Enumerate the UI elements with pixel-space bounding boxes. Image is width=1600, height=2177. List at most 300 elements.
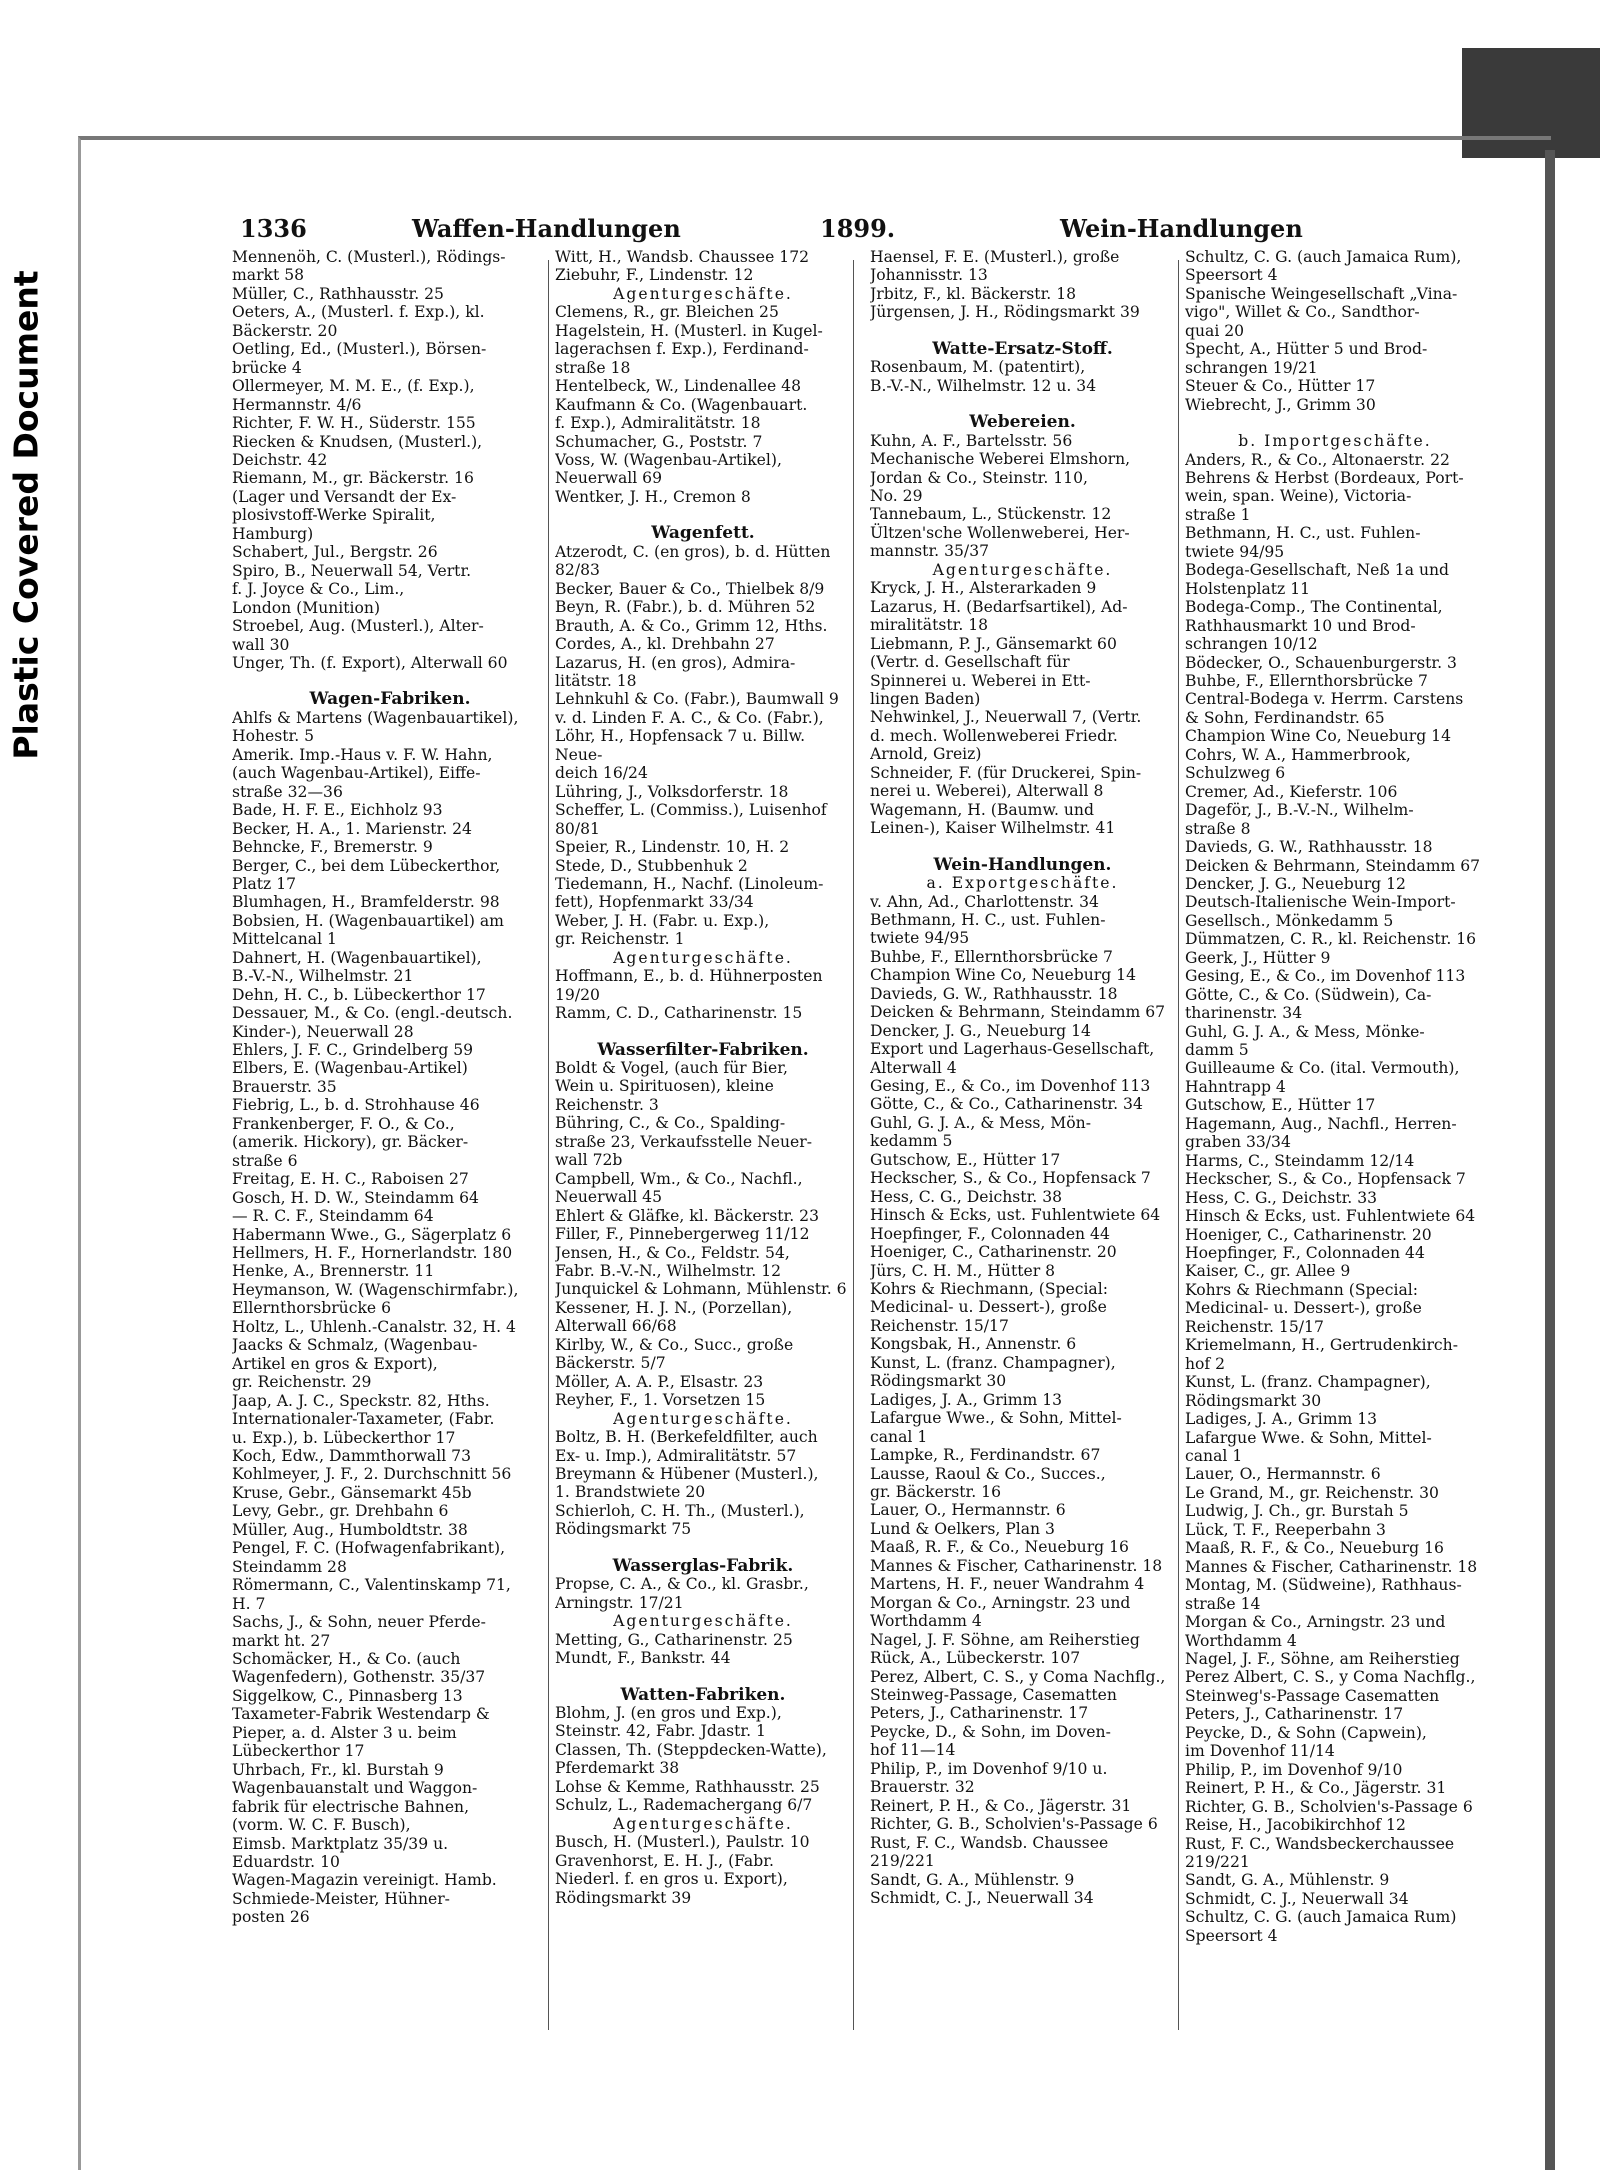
- entry-line: Neue-: [555, 745, 603, 764]
- entry-line: Ex- u. Imp.), Admiralitätstr. 57: [555, 1446, 797, 1465]
- entry-line: Geerk, J., Hütter 9: [1185, 948, 1331, 967]
- entry-line: Dageför, J., B.-V.-N., Wilhelm-: [1185, 801, 1414, 820]
- section-heading: Wein-Handlungen.: [933, 854, 1112, 875]
- section-heading: Wagen-Fabriken.: [309, 689, 471, 710]
- entry-line: Mundt, F., Bankstr. 44: [555, 1649, 731, 1668]
- entry-line: Mechanische Weberei Elmshorn,: [870, 450, 1131, 469]
- entry-line: Schumacher, G., Poststr. 7: [555, 432, 763, 451]
- entry-line: Steinstr. 42, Fabr. Jdastr. 1: [555, 1722, 766, 1741]
- entry-line: Rathhausmarkt 10 und Brod-: [1185, 616, 1416, 635]
- entry-line: Elbers, E. (Wagenbau-Artikel): [232, 1059, 468, 1078]
- entry-line: Siggelkow, C., Pinnasberg 13: [232, 1686, 463, 1705]
- entry-line: Medicinal- u. Dessert-), große: [1185, 1299, 1422, 1318]
- entry-line: Wentker, J. H., Cremon 8: [555, 487, 751, 506]
- entry-line: Peters, J., Catharinenstr. 17: [870, 1704, 1089, 1723]
- entry-line: schrangen 19/21: [1185, 358, 1318, 377]
- subsection-heading: Agenturgeschäfte.: [613, 1814, 793, 1833]
- entry-line: Lohse & Kemme, Rathhausstr. 25: [555, 1777, 820, 1796]
- entry-line: Eduardstr. 10: [232, 1852, 340, 1871]
- entry-line: Hinsch & Ecks, ust. Fuhlentwiete 64: [1185, 1207, 1476, 1226]
- entry-line: Becker, Bauer & Co., Thielbek 8/9: [555, 579, 825, 598]
- entry-line: Heckscher, S., & Co., Hopfensack 7: [1185, 1170, 1466, 1189]
- entry-line: Fabr. B.-V.-N., Wilhelmstr. 12: [555, 1262, 782, 1281]
- entry-line: gr. Reichenstr. 29: [232, 1373, 372, 1392]
- entry-line: lingen Baden): [870, 689, 981, 708]
- entry-line: Deicken & Behrmann, Steindamm 67: [870, 1003, 1166, 1022]
- entry-line: canal 1: [870, 1427, 928, 1446]
- entry-line: Schmidt, C. J., Neuerwall 34: [870, 1888, 1094, 1907]
- entry-line: Ellernthorsbrücke 6: [232, 1299, 392, 1318]
- entry-line: damm 5: [1185, 1041, 1249, 1060]
- entry-line: vigo", Willet & Co., Sandthor-: [1185, 303, 1420, 322]
- entry-line: Rödingsmarkt 75: [555, 1520, 692, 1539]
- entry-line: Gesellsch., Mönkedamm 5: [1185, 911, 1394, 930]
- entry-line: Berger, C., bei dem Lübeckerthor,: [232, 856, 501, 875]
- entry-line: Kinder-), Neuerwall 28: [232, 1022, 414, 1041]
- entry-line: Harms, C., Steindamm 12/14: [1185, 1151, 1415, 1170]
- entry-line: (auch Wagenbau-Artikel), Eiffe-: [232, 764, 481, 783]
- entry-line: Holtz, L., Uhlenh.-Canalstr. 32, H. 4: [232, 1317, 516, 1336]
- entry-line: Ziebuhr, F., Lindenstr. 12: [555, 266, 754, 285]
- spacer: [870, 838, 1175, 856]
- entry-line: Haensel, F. E. (Musterl.), große: [870, 248, 1120, 266]
- entry-line: Steinweg-Passage, Casematten: [870, 1685, 1117, 1704]
- entry-line: Hohestr. 5: [232, 727, 315, 746]
- entry-line: Philip, P., im Dovenhof 9/10: [1185, 1760, 1403, 1779]
- entry-line: Kuhn, A. F., Bartelsstr. 56: [870, 431, 1073, 450]
- entry-line: Lausse, Raoul & Co., Succes.,: [870, 1464, 1106, 1483]
- entry-line: Ladiges, J. A., Grimm 13: [870, 1390, 1063, 1409]
- entry-line: Pieper, a. d. Alster 3 u. beim: [232, 1723, 457, 1742]
- entry-line: plosivstoff-Werke Spiralit,: [232, 506, 436, 525]
- left-running-title: Waffen-Handlungen: [412, 214, 681, 243]
- entry-line: Export und Lagerhaus-Gesellschaft,: [870, 1040, 1155, 1059]
- entry-line: mannstr. 35/37: [870, 542, 990, 561]
- entry-line: Neuerwall 69: [555, 469, 663, 488]
- entry-line: Steindamm 28: [232, 1557, 347, 1576]
- entry-line: Tannebaum, L., Stückenstr. 12: [870, 505, 1112, 524]
- entry-line: Hoeniger, C., Catharinenstr. 20: [1185, 1225, 1432, 1244]
- entry-line: Riemann, M., gr. Bäckerstr. 16: [232, 469, 474, 488]
- entry-line: Voss, W. (Wagenbau-Artikel),: [555, 450, 782, 469]
- entry-line: Neuerwall 45: [555, 1188, 663, 1207]
- spacer: [555, 1668, 851, 1686]
- entry-line: twiete 94/95: [1185, 542, 1285, 561]
- entry-line: Filler, F., Pinnebergerweg 11/12: [555, 1225, 810, 1244]
- entry-line: Deutsch-Italienische Wein-Import-: [1185, 893, 1456, 912]
- entry-line: Wein u. Spirituosen), kleine: [555, 1077, 774, 1096]
- entry-line: Dencker, J. G., Neueburg 14: [870, 1021, 1091, 1040]
- entry-line: Sachs, J., & Sohn, neuer Pferde-: [232, 1613, 486, 1632]
- entry-line: Heymanson, W. (Wagenschirmfabr.),: [232, 1280, 519, 1299]
- entry-line: Ramm, C. D., Catharinenstr. 15: [555, 1004, 803, 1023]
- entry-line: Dümmatzen, C. R., kl. Reichenstr. 16: [1185, 930, 1477, 949]
- entry-line: wall 30: [232, 635, 290, 654]
- entry-line: Buhbe, F., Ellernthorsbrücke 7: [870, 947, 1113, 966]
- entry-line: Kongsbak, H., Annenstr. 6: [870, 1335, 1077, 1354]
- entry-line: Hahntrapp 4: [1185, 1077, 1286, 1096]
- entry-line: Le Grand, M., gr. Reichenstr. 30: [1185, 1483, 1439, 1502]
- column-3: [870, 248, 1175, 2038]
- entry-line: Worthdamm 4: [1185, 1631, 1297, 1650]
- entry-line: Rust, F. C., Wandsb. Chaussee: [870, 1833, 1109, 1852]
- entry-line: Worthdamm 4: [870, 1612, 982, 1631]
- entry-line: Stede, D., Stubbenhuk 2: [555, 856, 748, 875]
- entry-line: Lazarus, H. (en gros), Admira-: [555, 653, 796, 672]
- entry-line: Dencker, J. G., Neueburg 12: [1185, 874, 1406, 893]
- entry-line: Blumhagen, H., Bramfelderstr. 98: [232, 893, 500, 912]
- entry-line: Müller, C., Rathhausstr. 25: [232, 284, 444, 303]
- entry-line: Kunst, L. (franz. Champagner),: [870, 1353, 1116, 1372]
- entry-line: Alterwall 66/68: [555, 1317, 677, 1336]
- entry-line: Spinnerei u. Weberei in Ett-: [870, 671, 1091, 690]
- entry-line: Guhl, G. J. A., & Mess, Mön-: [870, 1113, 1091, 1132]
- entry-line: straße 14: [1185, 1594, 1261, 1613]
- entry-line: twiete 94/95: [870, 929, 970, 948]
- entry-line: Bobsien, H. (Wagenbauartikel) am: [232, 911, 504, 930]
- entry-line: Unger, Th. (f. Export), Alterwall 60: [232, 653, 508, 672]
- entry-line: Peycke, D., & Sohn (Capwein),: [1185, 1723, 1427, 1742]
- entry-line: lagerachsen f. Exp.), Ferdinand-: [555, 340, 809, 359]
- entry-line: Henke, A., Brennerstr. 11: [232, 1262, 435, 1281]
- entry-line: Tiedemann, H., Nachf. (Linoleum-: [555, 874, 824, 893]
- subsection-heading: Agenturgeschäfte.: [932, 560, 1113, 579]
- entry-line: Blohm, J. (en gros und Exp.),: [555, 1703, 782, 1722]
- entry-line: Wagemann, H. (Baumw. und: [870, 800, 1094, 819]
- entry-line: Heckscher, S., & Co., Hopfensack 7: [870, 1169, 1151, 1188]
- entry-line: Ahlfs & Martens (Wagenbauartikel),: [232, 708, 519, 727]
- column-rule: [548, 260, 549, 2030]
- entry-line: Lampke, R., Ferdinandstr. 67: [870, 1446, 1101, 1465]
- entry-line: B.-V.-N., Wilhelmstr. 12 u. 34: [870, 376, 1097, 395]
- entry-line: Morgan & Co., Arningstr. 23 und: [870, 1593, 1131, 1612]
- entry-line: Bade, H. F. E., Eichholz 93: [232, 801, 443, 820]
- entry-line: Lück, T. F., Reeperbahn 3: [1185, 1520, 1386, 1539]
- entry-line: Champion Wine Co, Neueburg 14: [1185, 727, 1452, 746]
- entry-line: Jaacks & Schmalz, (Wagenbau-: [232, 1336, 478, 1355]
- entry-line: Montag, M. (Südweine), Rathhaus-: [1185, 1576, 1462, 1595]
- entry-line: Rust, F. C., Wandsbeckerchaussee: [1185, 1834, 1455, 1853]
- entry-line: Hess, C. G., Deichstr. 33: [1185, 1188, 1378, 1207]
- entry-line: & Sohn, Ferdinandstr. 65: [1185, 708, 1385, 727]
- entry-line: Stroebel, Aug. (Musterl.), Alter-: [232, 617, 484, 636]
- entry-line: Hoffmann, E., b. d. Hühnerposten: [555, 967, 823, 986]
- entry-line: Steinweg's-Passage Casematten: [1185, 1686, 1440, 1705]
- entry-line: Cremer, Ad., Kieferstr. 106: [1185, 782, 1398, 801]
- entry-line: straße 23, Verkaufsstelle Neuer-: [555, 1132, 812, 1151]
- entry-line: u. Exp.), b. Lübeckerthor 17: [232, 1428, 456, 1447]
- entry-line: Davieds, G. W., Rathhausstr. 18: [1185, 838, 1433, 857]
- entry-line: B.-V.-N., Wilhelmstr. 21: [232, 967, 414, 986]
- entry-line: Gutschow, E., Hütter 17: [1185, 1096, 1376, 1115]
- entry-line: Weber, J. H. (Fabr. u. Exp.),: [555, 911, 770, 930]
- entry-line: H. 7: [232, 1594, 266, 1613]
- entry-line: Pferdemarkt 38: [555, 1759, 680, 1778]
- entry-line: Schultz, C. G. (auch Jamaica Rum),: [1185, 248, 1462, 266]
- entry-line: (Vertr. d. Gesellschaft für: [870, 653, 1070, 672]
- entry-line: Nehwinkel, J., Neuerwall 7, (Vertr.: [870, 708, 1142, 727]
- entry-line: Möller, A. A. P., Elsastr. 23: [555, 1372, 764, 1391]
- entry-line: Scheffer, L. (Commiss.), Luisenhof: [555, 801, 827, 820]
- entry-line: markt ht. 27: [232, 1631, 331, 1650]
- subsection-heading: Agenturgeschäfte.: [613, 1409, 793, 1428]
- entry-line: kedamm 5: [870, 1132, 953, 1151]
- entry-line: Hess, C. G., Deichstr. 38: [870, 1187, 1063, 1206]
- entry-line: Hoepfinger, F., Colonnaden 44: [870, 1224, 1110, 1243]
- entry-line: Gesing, E., & Co., im Dovenhof 113: [870, 1077, 1151, 1096]
- entry-line: Ültzen'sche Wollenweberei, Her-: [870, 523, 1130, 542]
- entry-line: quai 20: [1185, 321, 1245, 340]
- entry-line: Brauerstr. 35: [232, 1077, 337, 1096]
- entry-line: Lund & Oelkers, Plan 3: [870, 1519, 1055, 1538]
- entry-line: Breymann & Hübener (Musterl.),: [555, 1465, 819, 1483]
- entry-line: Classen, Th. (Steppdecken-Watte),: [555, 1740, 827, 1759]
- entry-line: Wagenfedern), Gothenstr. 35/37: [232, 1668, 486, 1687]
- spacer: [555, 1023, 851, 1041]
- entry-line: Mannes & Fischer, Catharinenstr. 18: [870, 1556, 1163, 1575]
- subsection-heading: Agenturgeschäfte.: [613, 948, 793, 967]
- entry-line: Hoepfinger, F., Colonnaden 44: [1185, 1244, 1425, 1263]
- entry-line: Bühring, C., & Co., Spalding-: [555, 1114, 786, 1133]
- entry-line: Müller, Aug., Humboldtstr. 38: [232, 1520, 468, 1539]
- entry-line: Becker, H. A., 1. Marienstr. 24: [232, 819, 472, 838]
- entry-line: Kaiser, C., gr. Allee 9: [1185, 1262, 1351, 1281]
- entry-line: Hagemann, Aug., Nachfl., Herren-: [1185, 1114, 1457, 1133]
- entry-line: Lazarus, H. (Bedarfsartikel), Ad-: [870, 597, 1128, 616]
- entry-line: im Dovenhof 11/14: [1185, 1742, 1335, 1761]
- entry-line: Koch, Edw., Dammthorwall 73: [232, 1447, 471, 1465]
- entry-line: Artikel en gros & Export),: [232, 1354, 438, 1373]
- section-heading: Watten-Fabriken.: [620, 1684, 786, 1705]
- entry-line: Schmiede-Meister, Hühner-: [232, 1889, 450, 1908]
- entry-line: Hellmers, H. F., Hornerlandstr. 180: [232, 1244, 513, 1263]
- entry-line: Bethmann, H. C., ust. Fuhlen-: [1185, 524, 1421, 543]
- entry-line: wall 72b: [555, 1151, 623, 1170]
- subsection-heading: Agenturgeschäfte.: [613, 284, 793, 303]
- entry-line: Wagen-Magazin vereinigt. Hamb.: [232, 1871, 497, 1890]
- entry-line: London (Munition): [232, 598, 381, 617]
- entry-line: Hoeniger, C., Catharinenstr. 20: [870, 1243, 1117, 1262]
- column-rule: [1178, 260, 1179, 2030]
- entry-line: fett), Hopfenmarkt 33/34: [555, 893, 754, 912]
- entry-line: Jensen, H., & Co., Feldstr. 54,: [555, 1243, 790, 1262]
- entry-line: f. Exp.), Admiralitätstr. 18: [555, 414, 761, 433]
- entry-line: Guhl, G. J. A., & Mess, Mönke-: [1185, 1022, 1425, 1041]
- entry-line: Peters, J., Catharinenstr. 17: [1185, 1705, 1404, 1724]
- entry-line: Schulz, L., Rademachergang 6/7: [555, 1796, 813, 1815]
- section-heading: Webereien.: [969, 412, 1076, 433]
- entry-line: Arnold, Greiz): [870, 745, 982, 764]
- entry-line: Bäckerstr. 5/7: [555, 1354, 666, 1373]
- entry-line: Davieds, G. W., Rathhausstr. 18: [870, 984, 1118, 1003]
- entry-line: Schultz, C. G. (auch Jamaica Rum): [1185, 1908, 1457, 1927]
- entry-line: Richter, G. B., Scholvien's-Passage 6: [870, 1815, 1158, 1834]
- entry-line: Ollermeyer, M. M. E., (f. Exp.),: [232, 377, 475, 396]
- entry-line: Reinert, P. H., & Co., Jägerstr. 31: [1185, 1779, 1447, 1798]
- entry-line: hof 2: [1185, 1354, 1226, 1373]
- entry-line: Kruse, Gebr., Gänsemarkt 45b: [232, 1483, 472, 1502]
- entry-line: straße 18: [555, 358, 631, 377]
- entry-line: Hinsch & Ecks, ust. Fuhlentwiete 64: [870, 1206, 1161, 1225]
- entry-line: Reichenstr. 15/17: [870, 1316, 1009, 1335]
- entry-line: Behrens & Herbst (Bordeaux, Port-: [1185, 468, 1464, 487]
- entry-line: Hamburg): [232, 524, 314, 543]
- entry-line: Oeters, A., (Musterl. f. Exp.), kl.: [232, 303, 485, 322]
- entry-line: straße 1: [1185, 505, 1251, 524]
- entry-line: Kunst, L. (franz. Champagner),: [1185, 1373, 1431, 1392]
- entry-line: Campbell, Wm., & Co., Nachfl.,: [555, 1169, 803, 1188]
- entry-line: Freitag, E. H. C., Raboisen 27: [232, 1170, 469, 1189]
- entry-line: 82/83: [555, 561, 600, 580]
- entry-line: Taxameter-Fabrik Westendarp &: [232, 1705, 490, 1724]
- entry-line: Atzerodt, C. (en gros), b. d. Hütten: [555, 542, 831, 561]
- entry-line: Speier, R., Lindenstr. 10, H. 2: [555, 838, 790, 857]
- entry-line: Lafargue Wwe. & Sohn, Mittel-: [1185, 1428, 1432, 1447]
- entry-line: Kohlmeyer, J. F., 2. Durchschnitt 56: [232, 1465, 512, 1484]
- entry-line: Niederl. f. en gros u. Export),: [555, 1870, 788, 1889]
- entry-line: Guilleaume & Co. (ital. Vermouth),: [1185, 1059, 1460, 1078]
- entry-line: straße 6: [232, 1151, 298, 1170]
- entry-line: Sandt, G. A., Mühlenstr. 9: [1185, 1871, 1390, 1890]
- entry-line: Gosch, H. D. W., Steindamm 64: [232, 1188, 479, 1207]
- entry-line: Boltz, B. H. (Berkefeldfilter, auch: [555, 1428, 818, 1447]
- entry-line: Martens, H. F., neuer Wandrahm 4: [870, 1575, 1145, 1594]
- entry-line: Ludwig, J. Ch., gr. Burstah 5: [1185, 1502, 1409, 1521]
- entry-line: Löhr, H., Hopfensack 7 u. Billw.: [555, 727, 806, 746]
- entry-line: (vorm. W. C. F. Busch),: [232, 1816, 411, 1835]
- subsection-heading: b. Importgeschäfte.: [1238, 432, 1432, 451]
- entry-line: Brauth, A. & Co., Grimm 12, Hths.: [555, 616, 828, 635]
- entry-line: Reise, H., Jacobikirchhof 12: [1185, 1816, 1406, 1835]
- entry-line: f. J. Joyce & Co., Lim.,: [232, 580, 405, 599]
- entry-line: Levy, Gebr., gr. Drehbahn 6: [232, 1502, 449, 1521]
- entry-line: Ehlert & Gläfke, kl. Bäckerstr. 23: [555, 1206, 819, 1225]
- entry-line: straße 8: [1185, 819, 1251, 838]
- entry-line: Eimsb. Marktplatz 35/39 u.: [232, 1834, 449, 1853]
- entry-line: Spiro, B., Neuerwall 54, Vertr.: [232, 561, 472, 580]
- entry-line: Jaap, A. J. C., Speckstr. 82, Hths.: [232, 1391, 490, 1410]
- entry-line: Specht, A., Hütter 5 und Brod-: [1185, 340, 1428, 359]
- entry-line: Cordes, A., kl. Drehbahn 27: [555, 635, 775, 654]
- entry-line: 219/221: [870, 1852, 935, 1871]
- entry-line: Anders, R., & Co., Altonaerstr. 22: [1185, 450, 1450, 469]
- entry-line: Clemens, R., gr. Bleichen 25: [555, 303, 779, 322]
- entry-line: Kirlby, W., & Co., Succ., große: [555, 1335, 794, 1354]
- column-rule: [853, 260, 854, 2030]
- entry-line: Amerik. Imp.-Haus v. F. W. Hahn,: [232, 745, 493, 764]
- entry-line: Bäckerstr. 20: [232, 321, 338, 340]
- entry-line: No. 29: [870, 486, 923, 505]
- entry-line: Schomäcker, H., & Co. (auch: [232, 1649, 461, 1668]
- entry-line: wein, span. Weine), Victoria-: [1185, 487, 1412, 506]
- entry-line: Bethmann, H. C., ust. Fuhlen-: [870, 910, 1106, 929]
- entry-line: Speersort 4: [1185, 266, 1278, 285]
- entry-line: 80/81: [555, 819, 600, 838]
- entry-line: Schneider, F. (für Druckerei, Spin-: [870, 763, 1142, 782]
- entry-line: Jürgensen, J. H., Rödingsmarkt 39: [870, 303, 1140, 322]
- entry-line: Speersort 4: [1185, 1926, 1278, 1945]
- entry-line: Wiebrecht, J., Grimm 30: [1185, 395, 1376, 414]
- entry-line: Holstenplatz 11: [1185, 579, 1311, 598]
- entry-line: schrangen 10/12: [1185, 635, 1318, 654]
- entry-line: 219/221: [1185, 1852, 1250, 1871]
- entry-line: Perez Albert, C. S., y Coma Nachflg.,: [1185, 1668, 1476, 1687]
- entry-line: Peycke, D., & Sohn, im Doven-: [870, 1722, 1111, 1741]
- side-label-text: Plastic Covered Document: [6, 270, 46, 760]
- entry-line: v. d. Linden F. A. C., & Co. (Fabr.),: [555, 708, 824, 727]
- entry-line: Steuer & Co., Hütter 17: [1185, 377, 1376, 396]
- entry-line: gr. Bäckerstr. 16: [870, 1483, 1002, 1501]
- entry-line: Gesing, E., & Co., im Dovenhof 113: [1185, 967, 1466, 986]
- entry-line: Bodega-Gesellschaft, Neß 1a und: [1185, 561, 1450, 580]
- entry-line: Ladiges, J. A., Grimm 13: [1185, 1410, 1378, 1429]
- entry-line: Riecken & Knudsen, (Musterl.),: [232, 432, 483, 451]
- entry-line: Maaß, R. F., & Co., Neueburg 16: [1185, 1539, 1444, 1558]
- entry-line: Hentelbeck, W., Lindenallee 48: [555, 377, 801, 396]
- right-running-title: Wein-Handlungen: [1060, 214, 1303, 243]
- spacer: [870, 395, 1175, 413]
- entry-line: Frankenberger, F. O., & Co.,: [232, 1114, 455, 1133]
- entry-line: litätstr. 18: [555, 671, 637, 690]
- entry-line: Metting, G., Catharinenstr. 25: [555, 1630, 793, 1649]
- entry-line: miralitätstr. 18: [870, 616, 989, 635]
- entry-line: Bodega-Comp., The Continental,: [1185, 598, 1443, 617]
- entry-line: Nagel, J. F. Söhne, am Reiherstieg: [870, 1630, 1140, 1649]
- entry-line: Schierloh, C. H. Th., (Musterl.),: [555, 1501, 805, 1520]
- entry-line: Wagenbauanstalt und Waggon-: [232, 1779, 478, 1798]
- entry-line: nerei u. Weberei), Alterwall 8: [870, 782, 1104, 801]
- entry-line: Arningstr. 17/21: [555, 1593, 684, 1612]
- entry-line: Götte, C., & Co., Catharinenstr. 34: [870, 1095, 1143, 1114]
- entry-line: Lehnkuhl & Co. (Fabr.), Baumwall 9: [555, 690, 839, 709]
- entry-line: Fiebrig, L., b. d. Strohhause 46: [232, 1096, 480, 1115]
- entry-line: Jordan & Co., Steinstr. 110,: [870, 468, 1088, 487]
- entry-line: Platz 17: [232, 874, 297, 893]
- section-heading: Wasserfilter-Fabriken.: [597, 1039, 809, 1060]
- side-label: [4, 250, 48, 780]
- entry-line: gr. Reichenstr. 1: [555, 930, 685, 949]
- entry-line: Hermannstr. 4/6: [232, 395, 362, 414]
- entry-line: hof 11—14: [870, 1741, 956, 1760]
- entry-line: Schulzweg 6: [1185, 764, 1286, 783]
- entry-line: Lauer, O., Hermannstr. 6: [1185, 1465, 1381, 1484]
- spacer: [232, 672, 548, 690]
- entry-line: Lafargue Wwe., & Sohn, Mittel-: [870, 1409, 1122, 1428]
- entry-line: Gutschow, E., Hütter 17: [870, 1150, 1061, 1169]
- entry-line: 19/20: [555, 985, 600, 1004]
- entry-line: Dahnert, H. (Wagenbauartikel),: [232, 948, 482, 967]
- entry-line: Rödingsmarkt 39: [555, 1888, 692, 1907]
- entry-line: Habermann Wwe., G., Sägerplatz 6: [232, 1225, 512, 1244]
- entry-line: Kryck, J. H., Alsterarkaden 9: [870, 579, 1097, 598]
- column-4: [1185, 248, 1485, 2038]
- subsection-heading: a. Exportgeschäfte.: [926, 874, 1119, 893]
- entry-line: Sandt, G. A., Mühlenstr. 9: [870, 1870, 1075, 1889]
- entry-line: Reinert, P. H., & Co., Jägerstr. 31: [870, 1796, 1132, 1815]
- entry-line: Leinen-), Kaiser Wilhelmstr. 41: [870, 819, 1116, 838]
- entry-line: Johannisstr. 13: [870, 266, 988, 285]
- page-header: [240, 214, 1303, 248]
- column-2: [555, 248, 851, 2038]
- entry-line: tharinenstr. 34: [1185, 1004, 1303, 1023]
- spacer: [1185, 414, 1485, 432]
- entry-line: Richter, F. W. H., Süderstr. 155: [232, 414, 476, 433]
- entry-line: Reichenstr. 15/17: [1185, 1317, 1324, 1336]
- entry-line: (amerik. Hickory), gr. Bäcker-: [232, 1133, 469, 1152]
- entry-line: Lübeckerthor 17: [232, 1742, 365, 1761]
- entry-line: Propse, C. A., & Co., kl. Grasbr.,: [555, 1575, 809, 1594]
- entry-line: fabrik für electrische Bahnen,: [232, 1797, 470, 1816]
